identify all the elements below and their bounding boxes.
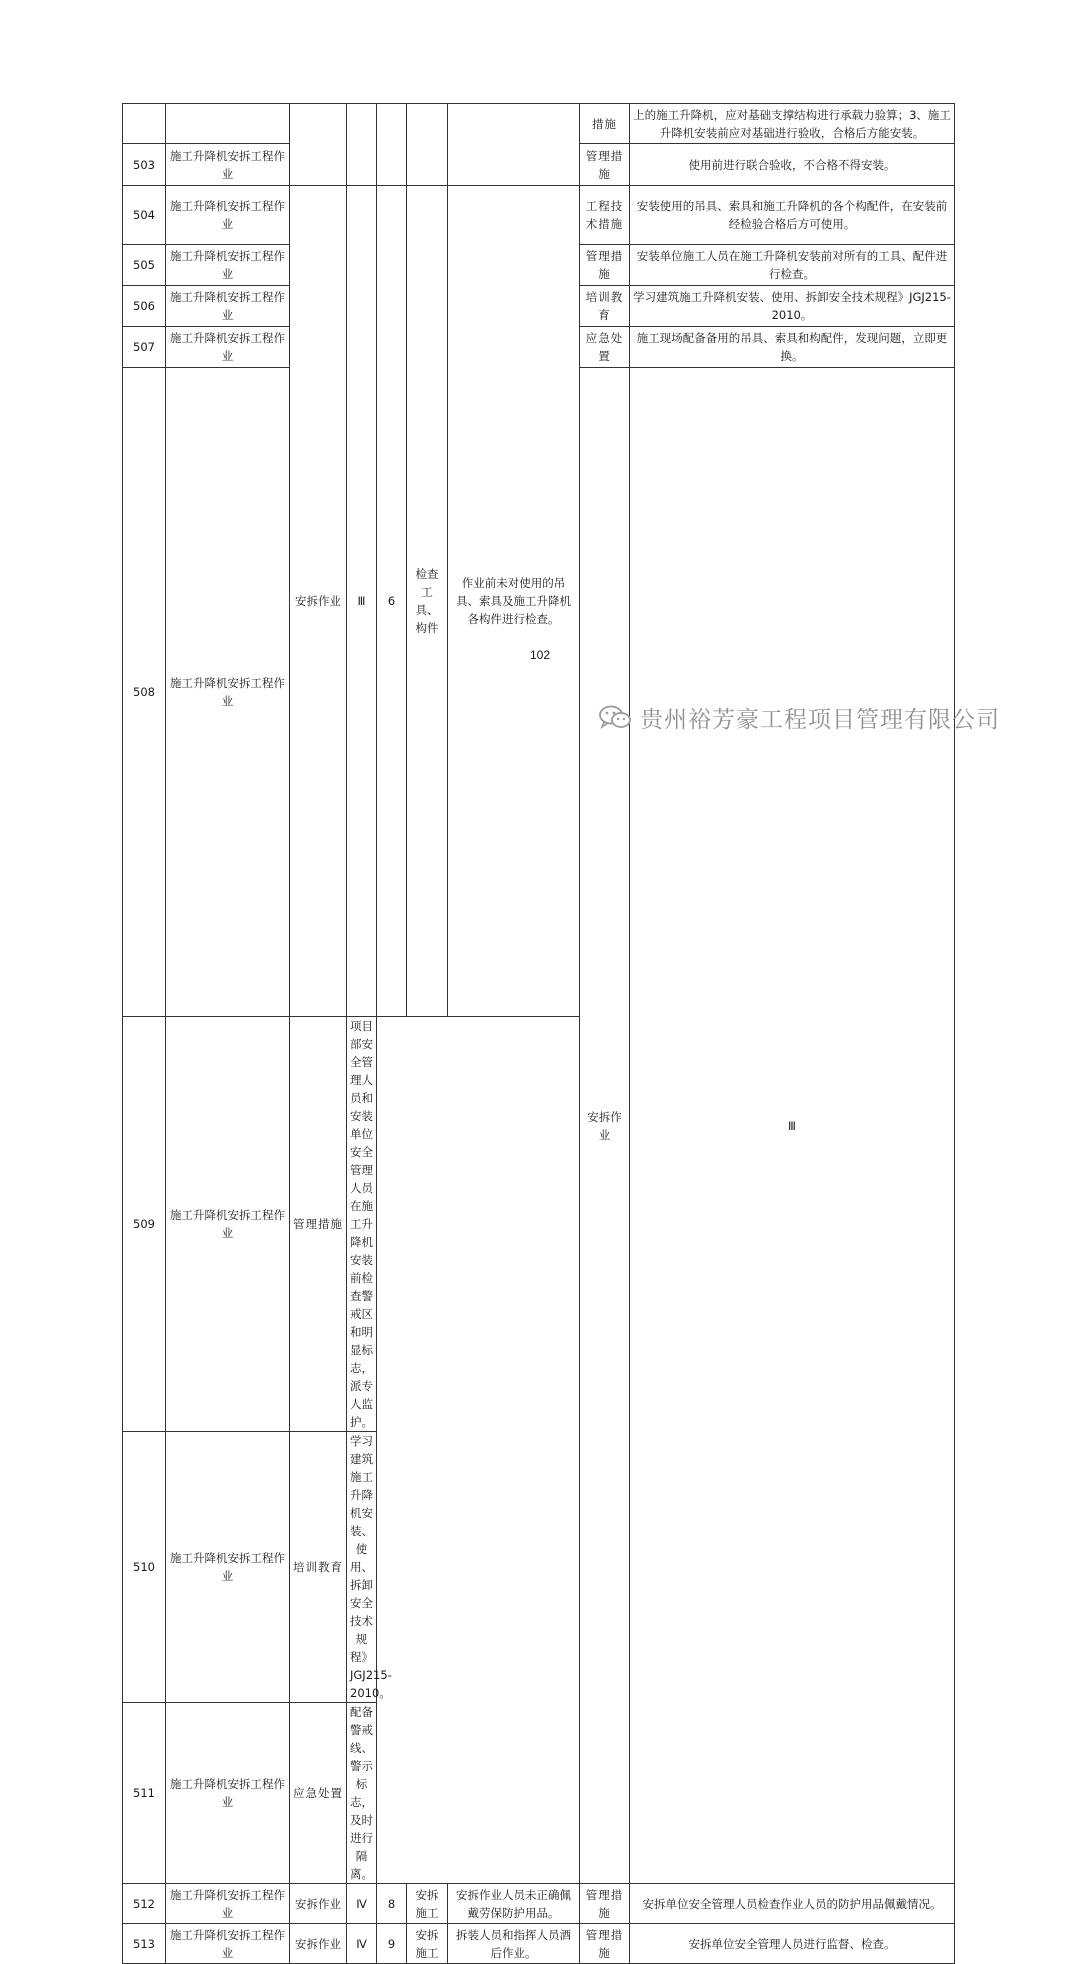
project-name: 施工升降机安拆工程作业 [166, 1924, 290, 1964]
project-name: 施工升降机安拆工程作业 [166, 286, 290, 327]
work-type: 安拆作业 [290, 1884, 347, 1924]
table-row [123, 1924, 955, 1964]
measure-detail: 施工现场配备备用的吊具、索具和构配件，发现问题，立即更换。 [630, 327, 955, 368]
project-name: 施工升降机安拆工程作业 [166, 368, 290, 1017]
watermark-text: 贵州裕芳豪工程项目管理有限公司 [640, 706, 1000, 733]
check-item: 安拆施工 [407, 1884, 448, 1924]
measure-type: 措施 [580, 104, 630, 144]
project-name: 施工升降机安拆工程作业 [166, 1884, 290, 1924]
measure-detail: 安拆单位安全管理人员检查作业人员的防护用品佩戴情况。 [630, 1884, 955, 1924]
measure-detail: 配备警戒线、警示标志，及时进行隔离。 [347, 1703, 377, 1884]
sequence-number: 6 [377, 186, 407, 1017]
project-name: 施工升降机安拆工程作业 [166, 186, 290, 245]
project-name: 施工升降机安拆工程作业 [166, 327, 290, 368]
row-number: 507 [123, 327, 166, 368]
table-row [123, 104, 955, 144]
measure-detail: 学习建筑施工升降机安装、使用、拆卸安全技术规程》JGJ215-2010。 [347, 1432, 377, 1703]
row-number: 513 [123, 1924, 166, 1964]
row-number [123, 104, 166, 144]
row-number: 512 [123, 1884, 166, 1924]
risk-description: 安拆作业人员未正确佩戴劳保防护用品。 [448, 1884, 580, 1924]
measure-type: 培训教育 [580, 286, 630, 327]
row-number: 506 [123, 286, 166, 327]
measure-detail: 安拆单位安全管理人员进行监督、检查。 [630, 1924, 955, 1964]
work-type: 安拆作业 [580, 368, 630, 1884]
measure-type: 应急处置 [580, 327, 630, 368]
risk-level: Ⅲ [630, 368, 955, 1884]
check-item: 安拆施工 [407, 1924, 448, 1964]
row-number: 508 [123, 368, 166, 1017]
work-type: 安拆作业 [290, 186, 347, 1017]
project-name: 施工升降机安拆工程作业 [166, 1703, 290, 1884]
measure-detail: 上的施工升降机，应对基础支撑结构进行承载力验算；3、施工升降机安装前应对基础进行验收，合格后方能安装。 [630, 104, 955, 144]
risk-level: Ⅲ [347, 186, 377, 1017]
table-row [123, 1884, 955, 1924]
row-number: 510 [123, 1432, 166, 1703]
page-number: 102 [529, 648, 551, 662]
measure-detail: 学习建筑施工升降机安装、使用、拆卸安全技术规程》JGJ215-2010。 [630, 286, 955, 327]
measure-type: 培训教育 [290, 1432, 347, 1703]
measure-type: 应急处置 [290, 1703, 347, 1884]
measure-type: 工程技术措施 [580, 186, 630, 245]
project-name: 施工升降机安拆工程作业 [166, 1017, 290, 1432]
risk-level: Ⅳ [347, 1884, 377, 1924]
measure-type: 管理措施 [580, 1924, 630, 1964]
sequence-number: 9 [377, 1924, 407, 1964]
row-number: 504 [123, 186, 166, 245]
sequence-number: 8 [377, 1884, 407, 1924]
wechat-icon [598, 704, 632, 730]
risk-description: 拆装人员和指挥人员酒后作业。 [448, 1924, 580, 1964]
project-name: 施工升降机安拆工程作业 [166, 245, 290, 286]
risk-control-table [122, 103, 955, 1964]
project-name [166, 104, 290, 144]
row-number: 511 [123, 1703, 166, 1884]
row-number: 503 [123, 144, 166, 186]
measure-detail: 安装单位施工人员在施工升降机安装前对所有的工具、配件进行检查。 [630, 245, 955, 286]
measure-type: 管理措施 [580, 1884, 630, 1924]
table-row [123, 186, 955, 245]
measure-type: 管理措施 [580, 144, 630, 186]
check-item: 检查工具、构件 [407, 186, 448, 1017]
project-name: 施工升降机安拆工程作业 [166, 1432, 290, 1703]
row-number: 505 [123, 245, 166, 286]
measure-detail: 项目部安全管理人员和安装单位安全管理人员在施工升降机安装前检查警戒区和明显标志，派专人监护。 [347, 1017, 377, 1432]
measure-detail: 使用前进行联合验收，不合格不得安装。 [630, 144, 955, 186]
work-type: 安拆作业 [290, 1924, 347, 1964]
measure-type: 管理措施 [580, 245, 630, 286]
measure-detail: 安装使用的吊具、索具和施工升降机的各个构配件，在安装前经检验合格后方可使用。 [630, 186, 955, 245]
watermark [598, 700, 1000, 734]
risk-level: Ⅳ [347, 1924, 377, 1964]
risk-description: 作业前未对使用的吊具、索具及施工升降机各构件进行检查。 [448, 186, 580, 1017]
project-name: 施工升降机安拆工程作业 [166, 144, 290, 186]
row-number: 509 [123, 1017, 166, 1432]
measure-type: 管理措施 [290, 1017, 347, 1432]
